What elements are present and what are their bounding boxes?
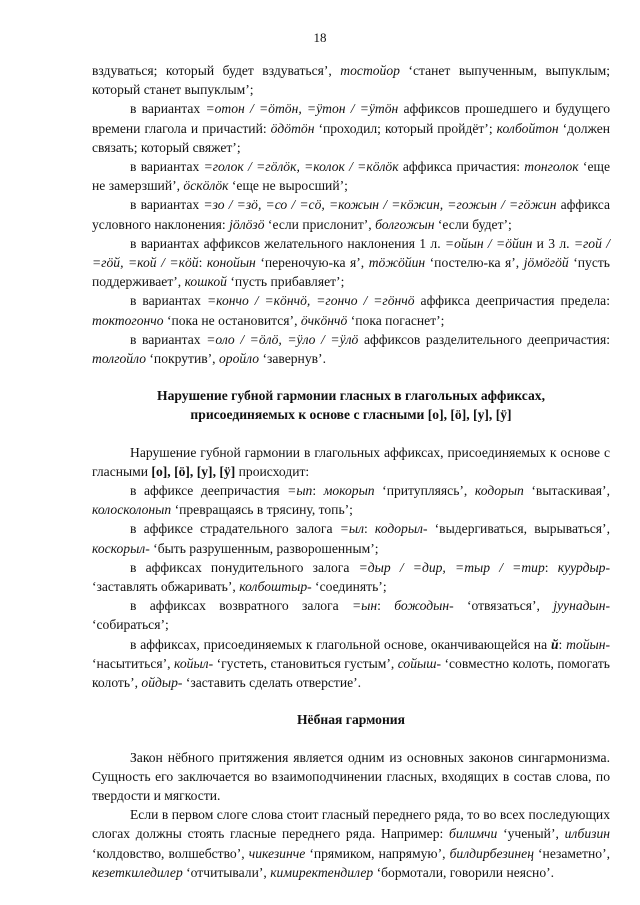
text-run: ‘еще не замерзший’, (92, 159, 610, 194)
heading-line: присоединяемых к основе с гласными [о], [ӧ], [у], [ӱ] (190, 407, 512, 423)
paragraph (92, 805, 610, 882)
text-run: ‘если прислонит’, (264, 216, 376, 232)
text-run: ‘пока погаснет’; (347, 312, 445, 328)
example-word: мокорып (323, 483, 375, 499)
example-word: болгожын (375, 216, 435, 232)
example-word: токтогончо (92, 312, 164, 328)
text-run: в аффиксе деепричастия (130, 483, 288, 499)
example-word: =кончо / =кӧнчӧ, =гончо / =гӧнчӧ (206, 293, 415, 309)
heading-line: Нёбная гармония (296, 712, 405, 728)
text-run: ‘насытиться’, (92, 655, 175, 671)
section-spacer (92, 368, 610, 386)
paragraph (92, 748, 610, 806)
example-word: =ойын / =ӧйин (444, 235, 533, 251)
text-run: ‘быть разрушенным, разворошенным’; (149, 540, 379, 556)
text-run: в аффиксе страдательного залога (130, 521, 340, 537)
text-run: ‘постелю-ка я’, (425, 255, 524, 271)
example-word: билимчи (449, 826, 498, 842)
text-run: в аффиксах возвратного залога (130, 598, 352, 614)
section-spacer (92, 425, 610, 443)
emphasis-text: [о], [ӧ], [у], [ӱ] (151, 463, 236, 479)
text-run: вздуваться; который будет вздуваться’, (92, 63, 341, 78)
text-run: ‘пусть прибавляет’; (226, 274, 345, 290)
example-word: =ып (287, 483, 313, 499)
text-run: : (558, 636, 567, 652)
text-run: аффиксов прошедшего и будущего времени глагола и причастий: (92, 101, 610, 136)
example-word: коскорыл- (92, 540, 150, 556)
text-run: ‘переночую-ка я’, (255, 255, 369, 271)
text-run: ‘станет выпученным, выпуклым; который станет выпуклым’; (92, 63, 610, 98)
example-word: кезеткиледилер (92, 864, 183, 880)
paragraph (92, 330, 610, 368)
text-run: ‘если будет’; (434, 216, 512, 232)
text-run: : (377, 598, 395, 614)
page-number: 18 (313, 30, 327, 45)
example-word: толгойло (92, 351, 146, 367)
example-word: кодорып (474, 483, 524, 499)
text-run: аффикса причастия: (398, 159, 525, 175)
paragraph (92, 596, 610, 634)
example-word: оройло (218, 351, 260, 367)
text-run: ‘притупляясь’, (374, 483, 475, 499)
text-run: в вариантах (130, 159, 204, 175)
example-word: =оло / =ӧлӧ, =ӱло / =ӱлӧ (206, 331, 359, 347)
text-run: в вариантах (130, 331, 207, 347)
text-run: в аффиксах понудительного залога (130, 559, 359, 575)
example-word: тонголок (524, 159, 579, 175)
example-word: колбоштыр- (239, 579, 312, 595)
example-word: чикезинче (248, 845, 306, 861)
example-word: кимиректендилер (270, 864, 374, 880)
paragraph (92, 195, 610, 233)
text-run: ‘собираться’; (92, 617, 169, 633)
text-run: в аффиксах, присоединяемых к глагольной основе, оканчивающейся на (130, 636, 551, 652)
example-word: =дыр / =дир, =тыр / =тир (358, 559, 545, 575)
example-word: билдирбезинең (449, 845, 534, 861)
section-heading (92, 710, 610, 729)
example-word: сойыш- (397, 655, 442, 671)
example-word: колосколонып (92, 502, 172, 518)
example-word: куурдыр- (557, 559, 610, 575)
section-spacer (92, 692, 610, 710)
text-run: ‘должен связать; который свяжет’; (92, 120, 610, 155)
heading-line: Нарушение губной гармонии гласных в глагольных аффиксах, (157, 388, 545, 404)
text-run: ‘незаметно’, (533, 845, 610, 861)
section-spacer (92, 730, 610, 748)
text-run: происходит: (235, 463, 310, 479)
text-run: Нарушение губной гармонии в глагольных аффиксах, присоединяемых к основе с гласными (92, 444, 610, 479)
example-word: ӧскӧлӧк (183, 178, 229, 194)
text-run: : (198, 255, 207, 271)
text-run: ‘покрутив’, (146, 351, 219, 367)
paragraph (92, 234, 610, 292)
text-run: ‘совместно колоть, помогать колоть’, (92, 655, 610, 691)
example-word: тостойор (340, 63, 400, 78)
example-word: кодорыл- (374, 521, 428, 537)
text-run: ‘превращаясь в трясину, топь’; (171, 502, 353, 518)
page-body (92, 61, 610, 882)
text-run: ‘пока не остановится’, (163, 312, 301, 328)
example-word: =ыл (339, 521, 364, 537)
text-run: ‘вытаскивая’, (523, 483, 610, 499)
example-word: jуунадын- (553, 598, 610, 614)
example-word: =зо / =зӧ, =со / =сӧ, =кожын / =кӧжин, =гожын / =гӧжин (203, 197, 557, 213)
text-run: ‘выдергиваться, вырываться’, (427, 521, 610, 537)
text-run: ‘бормотали, говорили неясно’. (373, 864, 555, 880)
text-run: ‘проходил; который пройдёт’; (314, 120, 497, 136)
example-word: кошкой (184, 274, 227, 290)
text-run: в вариантах (130, 293, 207, 309)
example-word: =голок / =гӧлӧк, =колок / =кӧлӧк (203, 159, 399, 175)
text-run: в вариантах (130, 197, 204, 213)
text-run: ‘еще не выросший’; (228, 178, 348, 194)
text-run: ‘соединять’; (311, 579, 387, 595)
example-word: тӧжӧйин (368, 255, 426, 271)
text-run: ‘заставлять обжаривать’, (92, 579, 240, 595)
example-word: ӧчкӧнчӧ (300, 312, 348, 328)
paragraph (92, 99, 610, 157)
example-word: ӧдӧтӧн (270, 120, 315, 136)
example-word: колбойтон (496, 120, 559, 136)
text-run: ‘заставить сделать отверстие’. (182, 675, 362, 691)
text-run: аффиксов разделительного деепричастия: (358, 331, 610, 347)
text-run: аффикса условного наклонения: (92, 197, 610, 232)
emphasis-text: й (550, 636, 559, 652)
text-run: ‘отчитывали’, (182, 864, 271, 880)
paragraph (92, 157, 610, 195)
example-word: =отон / =ӧтӧн, =ӱтон / =ӱтӧн (205, 101, 399, 117)
paragraph (92, 291, 610, 329)
text-run: ‘завернув’. (259, 351, 326, 367)
text-run: Закон нёбного притяжения является одним из основных законов сингармонизма. Сущность его заключается во взаимоподчинении гласных, входящих в состав слова, по твердости и мягкости. (92, 749, 610, 803)
example-word: божодын- (394, 598, 454, 614)
text-run: в вариантах аффиксов желательного наклонения 1 л. (130, 235, 445, 251)
text-run: : (312, 483, 324, 499)
paragraph (92, 635, 610, 693)
text-run: ‘пусть поддерживает’, (92, 255, 610, 290)
example-word: тойын- (566, 636, 610, 652)
paragraph (92, 481, 610, 519)
example-word: ойдыр- (141, 675, 183, 691)
text-run: : (544, 559, 558, 575)
text-run: : (364, 521, 375, 537)
example-word: койыл- (174, 655, 214, 671)
example-word: =гой / =гӧй, =кой / =кӧй (92, 235, 610, 271)
text-run: ‘отвязаться’, (453, 598, 554, 614)
example-word: jӧмӧгӧй (523, 255, 569, 271)
paragraph (92, 61, 610, 99)
text-run: и 3 л. (532, 235, 574, 251)
example-word: =ын (351, 598, 378, 614)
text-run: ‘колдовство, волшебство’, (92, 845, 249, 861)
text-run: Если в первом слоге слова стоит гласный переднего ряда, то во всех последующих слогах должны стоять гласные переднего ряда. Например: (92, 807, 610, 842)
paragraph (92, 443, 610, 481)
section-heading (92, 386, 610, 424)
text-run: ‘прямиком, напрямую’, (305, 845, 450, 861)
text-run: ‘ученый’, (497, 826, 565, 842)
example-word: илбизин (564, 826, 610, 842)
example-word: jӧлӧзӧ (229, 216, 265, 232)
text-run: ‘густеть, становиться густым’, (213, 655, 398, 671)
paragraph (92, 558, 610, 596)
text-run: аффикса деепричастия предела: (414, 293, 610, 309)
example-word: конойын (206, 255, 256, 271)
text-run: в вариантах (130, 101, 206, 117)
paragraph (92, 519, 610, 557)
